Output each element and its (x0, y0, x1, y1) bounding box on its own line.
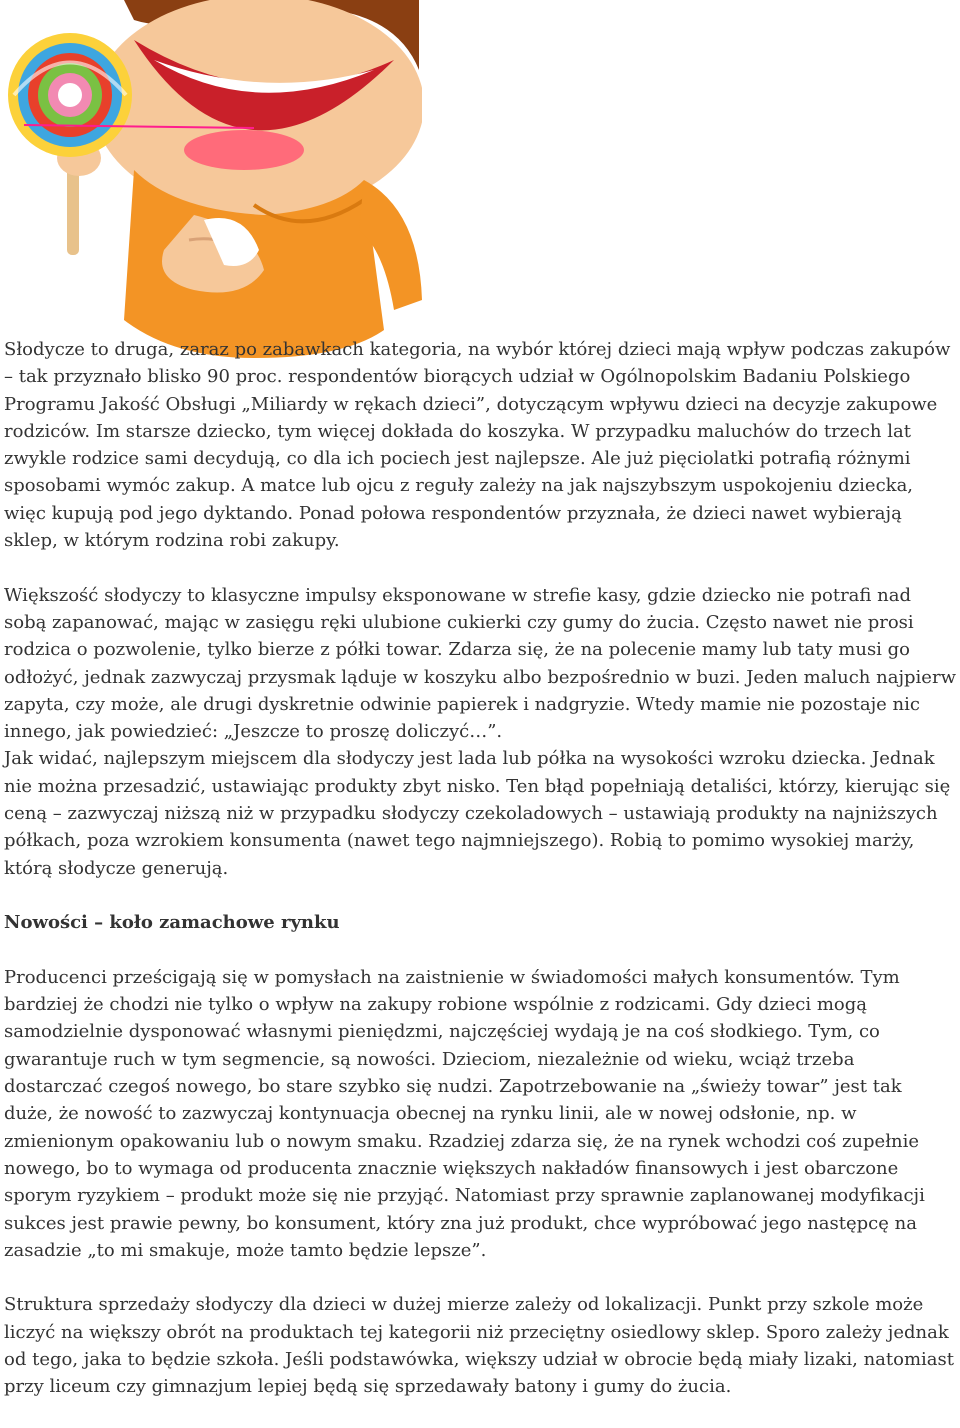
paragraph-intro-part1: Słodycze to druga, zaraz po zabawkach kategoria, na wybór której dzieci mają wpływ podczas zakupów – tak przyznało blisko 90 proc. respondentów biorących udział w Ogólnopolskim Badaniu Polskiego Programu Jakość Obsługi „Miliardy w rękach dzieci”, dotyczącym wpływu dzieci na decyzje zakupowe rodziców. (4, 339, 951, 442)
paragraph-shelf-placement: Jak widać, najlepszym miejscem dla słodyczy jest lada lub półka na wysokości wzroku dziecka. Jednak nie można przesadzić, ustawiając produkty zbyt nisko. Ten błąd popełniają detaliści, którzy, kierując się ceną – zazwyczaj niższą niż w przypadku słodyczy czekoladowych – ustawiają produkty na najniższych półkach, poza wzrokiem konsumenta (nawet tego najmniejszego). Robią to pomimo wysokiej marży, którą słodycze generują. (4, 748, 951, 879)
boy-with-lollipop-illustration (4, 0, 422, 358)
paragraph-intro-part2: Im starsze dziecko, tym więcej dokłada do koszyka. W przypadku maluchów do trzech lat zwykle rodzice sami decydują, co dla ich pociech jest najlepsze. Ale już pięciolatki potrafią różnymi sposobami wymóc zakup. A matce lub ojcu z reguły zależy na jak najszybszym uspokojeniu dziecka, więc kupują pod jego dyktando. Ponad połowa respondentów przyznała, że dzieci nawet wybierają sklep, w którym rodzina robi zakupy. (4, 420, 914, 552)
paragraph-novelties: Producenci prześcigają się w pomysłach na zaistnienie w świadomości małych konsumentów. Tym bardziej że chodzi nie tylko o wpływ na zakupy robione wspólnie z rodzicami. Gdy dzieci mogą samodzielnie dysponować własnymi pieniędzmi, najczęściej wydają je na coś słodkiego. Tym, co gwarantuje ruch w tym segmencie, są nowości. Dzieciom, niezależnie od wieku, wciąż trzeba dostarczać czegoś nowego, bo stare szybko się nudzi. Zapotrzebowanie na „świeży towar” jest tak duże, że nowość to zazwyczaj kontynuacja obecnej na rynku linii, ale w nowej odsłonie, np. w zmienionym opakowaniu lub o nowym smaku. Rzadziej zdarza się, że na rynek wchodzi coś zupełnie nowego, bo to wymaga od producenta znacznie większych nakładów finansowych i jest obarczone sporym ryzykiem – produkt może się nie przyjąć. Natomiast przy sprawnie zaplanowanej modyfikacji sukces jest prawie pewny, bo konsument, który zna już produkt, chce wypróbować jego następcę na zasadzie „to mi smakuje, może tamto będzie lepsze”. (4, 966, 925, 1261)
paragraph-sales-structure: Struktura sprzedaży słodyczy dla dzieci w dużej mierze zależy od lokalizacji. Punkt przy szkole może liczyć na większy obrót na produktach tej kategorii niż przeciętny osiedlowy sklep. Sporo zależy jednak od tego, jaka to będzie szkoła. Jeśli podstawówka, większy udział w obrocie będą miały lizaki, natomiast przy liceum czy gimnazjum lepiej będą się sprzedawały batony i gumy do żucia. (4, 1294, 954, 1398)
article (4, 0, 956, 1428)
section-heading: Nowości – koło zamachowe rynku (4, 912, 340, 934)
paragraph-impulse-purchases: Większość słodyczy to klasyczne impulsy eksponowane w strefie kasy, gdzie dziecko nie potrafi nad sobą zapanować, mając w zasięgu ręki ulubione cukierki czy gumy do żucia. Często nawet nie prosi rodzica o pozwolenie, tylko bierze z półki towar. Zdarza się, że na polecenie mamy lub taty musi go odłożyć, jednak zazwyczaj przysmak ląduje w koszyku albo bezpośrednio w buzi. Jeden maluch najpierw zapyta, czy może, ale drugi dyskretnie odwinie papierek i nadgryzie. Wtedy mamie nie pozostaje nic innego, jak powiedzieć: „Jeszcze to proszę doliczyć…”. (4, 584, 956, 743)
